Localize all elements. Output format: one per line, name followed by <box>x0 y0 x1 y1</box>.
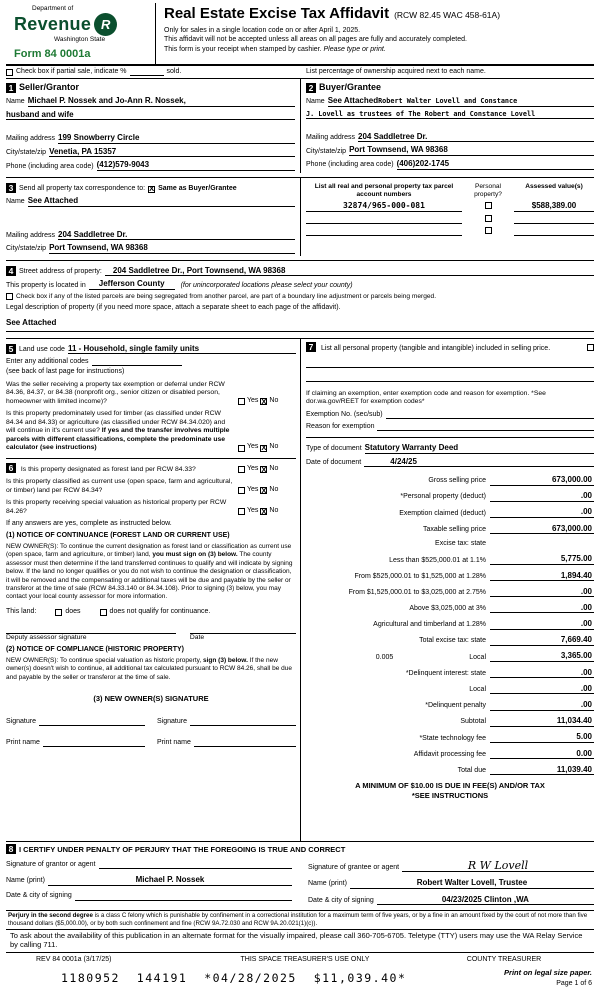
forest-no-checkbox[interactable] <box>260 466 267 473</box>
exemption-yes-checkbox[interactable] <box>238 398 245 405</box>
notice-1-title: (1) NOTICE OF CONTINUANCE (FOREST LAND OR CURRENT USE) <box>6 532 230 540</box>
delinquent-penalty-value[interactable]: .00 <box>490 700 594 711</box>
subtotal-value[interactable]: 11,034.40 <box>490 716 594 727</box>
county-select[interactable]: Jefferson County <box>89 279 175 290</box>
buyer-name-label: Name <box>306 98 325 106</box>
seller-city-label: City/state/zip <box>6 148 47 156</box>
seller-name-label: Name <box>6 98 25 106</box>
document-block <box>306 437 594 467</box>
revenue-logo-row <box>14 13 151 36</box>
partial-sale-sold-label: sold. <box>166 67 182 75</box>
notice-2-title: (2) NOTICE OF COMPLIANCE (HISTORIC PROPERTY) <box>6 646 184 654</box>
grantor-signature-label: Signature of grantor or agent <box>6 860 96 868</box>
forest-land-text: 6 Is this property designated as forest land per RCW 84.33? <box>6 463 238 474</box>
buyer-section-title <box>306 82 594 93</box>
exemption-number-label: Exemption No. (sec/sub) <box>306 410 383 418</box>
parcel-table-header <box>306 183 594 198</box>
timber-agriculture-yesno: Yes X No <box>238 443 296 452</box>
current-use-no-checkbox[interactable] <box>260 487 267 494</box>
see-instructions-note: *SEE INSTRUCTIONS <box>411 791 489 801</box>
section-3-number: 3 <box>6 183 16 193</box>
buyer-mailing-row <box>306 132 594 143</box>
buyer-city-input[interactable]: Port Townsend, WA 98368 <box>349 145 594 156</box>
header-notes <box>164 27 592 54</box>
current-use-yesno: Yes X No <box>238 486 296 495</box>
treasurer-use-only-label: THIS SPACE TREASURER'S USE ONLY <box>240 956 370 964</box>
parcel-number-input-1[interactable]: 32874/965-000-081 <box>306 201 462 212</box>
certification-columns <box>6 854 594 905</box>
perjury-notice: Perjury in the second degree is a class C felony which is punishable by confinement in a correctional institution for a maximum term of five years, or by a fine in an amount fixed by the court of not more than five thousand dollars ($5,000.00), or by both such confinement and fine (RCW 9A.72.030 and RCW 9A.20.021(1)(c)). <box>6 911 594 930</box>
seller-section-title <box>6 82 295 93</box>
page-number: Page 1 of 6 <box>556 979 592 987</box>
personal-property-checkbox-3[interactable] <box>485 227 492 234</box>
exemption-no-checkbox[interactable] <box>260 398 267 405</box>
buyer-name-row-2 <box>306 110 594 119</box>
tax-row-processing-fee: Affidavit processing fee 0.00 <box>413 748 592 758</box>
section-3 <box>6 178 594 261</box>
treasurer-receipt-stamp: 1180952 144191 *04/28/2025 $11,039.40* <box>61 970 407 985</box>
grantor-name-row <box>6 875 292 886</box>
grantee-signature-row <box>308 860 594 872</box>
personal-property-text: 7 List all personal property (tangible and intangible) included in selling price. <box>306 342 587 354</box>
type-or-print-note: Please type or print. <box>323 45 386 53</box>
document-date-input[interactable]: 4/24/25 <box>364 457 594 468</box>
county-note: (for unincorporated locations please select your county) <box>180 281 353 289</box>
exemption-note: If claiming an exemption, enter exemption code and reason for exemption. *See dor.wa.gov/REET for exemption codes* <box>306 389 546 406</box>
personal-property-checkbox-1[interactable] <box>485 202 492 209</box>
parcel-numbers-header: List all real and personal property tax parcel account numbers <box>314 182 454 198</box>
forest-land-yesno: Yes X No <box>238 465 296 474</box>
forest-land-question <box>6 463 296 474</box>
local-tax-value[interactable]: 3,365.00 <box>490 651 594 662</box>
additional-codes-label: Enter any additional codes <box>6 358 89 365</box>
partial-sale-label: Check box if partial sale, indicate % <box>16 67 127 75</box>
tax-row-taxable: Taxable selling price 673,000.00 <box>422 523 592 533</box>
current-use-yes-checkbox[interactable] <box>238 487 245 494</box>
grantee-date-row <box>308 895 594 906</box>
document-date-label: Date of document <box>306 459 362 466</box>
correspondence-mailing-label: Mailing address <box>6 231 56 239</box>
section-4-number: 4 <box>6 266 16 276</box>
codes-instructions-note: (see back of last page for instructions) <box>6 368 125 376</box>
treasurer-row <box>6 956 594 964</box>
grantee-signature-block <box>308 854 594 905</box>
right-column <box>300 339 594 841</box>
street-address-label: Street address of property: <box>19 267 102 275</box>
additional-codes-input[interactable] <box>92 357 182 366</box>
buyer-mailing-input[interactable]: 204 Saddletree Dr. <box>358 132 594 143</box>
parcel-row-1 <box>306 201 594 212</box>
section-7-number: 7 <box>306 342 316 352</box>
exemption-reason-label: Reason for exemption <box>306 422 375 430</box>
seller-mailing-input[interactable]: 199 Snowberry Circle <box>58 133 295 144</box>
section-1-number: 1 <box>6 83 16 93</box>
tax-correspondence-block <box>6 178 300 256</box>
personal-property-question <box>306 342 594 354</box>
land-use-label: Land use code <box>19 346 65 353</box>
tax-row-tech-fee: *State technology fee 5.00 <box>419 732 592 742</box>
exemption-deferral-text: Was the seller receiving a property tax exemption or deferral under RCW 84.36, 84.37, or 84.38 (nonprofit org., senior citizen or disabled person, homeowner with limited income)? <box>6 380 225 405</box>
tier-3-value[interactable]: .00 <box>490 587 594 598</box>
section-5-number: 5 <box>6 344 16 354</box>
notice-2-body: NEW OWNER(S): To continue special valuation as historic property, sign (3) below. If the new owner(s) doesn't wish to continue, all additional tax calculated pursuant to RCW 84.26, shall be due and payable by the seller or transferor at the time of sale. <box>6 656 292 681</box>
parcel-row-2 <box>306 215 594 224</box>
legal-description-row <box>6 318 594 332</box>
owner-signature-label-2: Signature <box>157 717 187 725</box>
owner-printname-label-2: Print name <box>157 738 191 746</box>
exemption-number-row <box>306 410 594 419</box>
seller-city-input[interactable]: Venetia, PA 15357 <box>49 147 295 158</box>
seller-city-row <box>6 147 295 158</box>
deputy-signature-label: Deputy assessor signature <box>6 634 87 642</box>
dor-logo-icon <box>94 13 117 36</box>
correspondence-city-label: City/state/zip <box>6 245 47 253</box>
tax-row-personal-deduct: *Personal property (deduct) .00 <box>400 491 592 501</box>
exemption-number-input[interactable] <box>386 410 594 419</box>
this-land-label: This land: <box>6 607 37 615</box>
correspondence-label: Send all property tax correspondence to: <box>19 184 146 192</box>
historic-yes-checkbox[interactable] <box>238 508 245 515</box>
buyer-name-typed-1[interactable]: Robert Walter Lovell and Constance <box>378 97 594 106</box>
personal-property-deduct-value[interactable]: .00 <box>490 491 594 502</box>
seller-phone-row <box>6 160 295 171</box>
section-4 <box>6 261 594 339</box>
grantor-name-label: Name (print) <box>6 877 45 885</box>
new-owner-printname-row <box>6 738 296 747</box>
grantee-name-input[interactable]: Robert Walter Lovell, Trustee <box>350 878 594 889</box>
grantor-signature-block <box>6 854 292 905</box>
exemption-reason-row <box>306 422 594 431</box>
gross-selling-price-value[interactable]: 673,000.00 <box>490 475 594 486</box>
department-of-text: Department of <box>32 5 74 12</box>
bottom-row <box>6 968 594 988</box>
tax-row-tier-1: Less than $525,000.01 at 1.1% 5,775.00 <box>389 554 592 564</box>
land-qualify-row <box>6 608 296 616</box>
tax-row-exemption-deduct: Exemption claimed (deduct) .00 <box>399 507 592 517</box>
personal-property-included-checkbox[interactable] <box>587 344 594 351</box>
tax-row-tier-4: Above $3,025,000 at 3% .00 <box>409 602 592 613</box>
buyer-title: Buyer/Grantee <box>319 82 382 93</box>
state-technology-fee-value[interactable]: 5.00 <box>490 732 594 743</box>
street-address-row <box>6 266 594 277</box>
exemption-deferral-question <box>6 381 296 406</box>
grantee-date-label: Date & city of signing <box>308 896 374 904</box>
correspondence-mailing-input[interactable]: 204 Saddletree Dr. <box>58 230 295 241</box>
does-label: does <box>65 607 81 615</box>
total-excise-state-value[interactable]: 7,669.40 <box>490 635 594 646</box>
legal-description-input[interactable]: See Attached <box>6 318 594 332</box>
does-not-label: does not qualify for continuance. <box>109 607 211 615</box>
land-does-checkbox[interactable] <box>55 609 62 616</box>
affidavit-processing-fee-value[interactable]: 0.00 <box>490 749 594 760</box>
owner-printname-input-2[interactable] <box>194 738 296 747</box>
timber-yes-checkbox[interactable] <box>238 445 245 452</box>
timber-agriculture-question <box>6 410 296 452</box>
grantor-date-label: Date & city of signing <box>6 892 72 900</box>
parcel-number-input-3[interactable] <box>306 227 462 236</box>
assessed-value-input-2[interactable] <box>514 215 594 224</box>
historic-text: Is this property receiving special valuation as historical property per RCW 84.26? <box>6 499 227 515</box>
county-treasurer-label: COUNTY TREASURER <box>466 956 542 964</box>
new-owner-signature-row <box>6 717 296 726</box>
seller-name-input[interactable]: Michael P. Nossek and Jo-Ann R. Nossek, <box>28 96 295 107</box>
header-note-3: This form is your receipt when stamped by cashier. Please type or print. <box>164 45 386 53</box>
seller-mailing-label: Mailing address <box>6 135 56 143</box>
page-title: Real Estate Excise Tax Affidavit <box>164 5 390 22</box>
header-note-1: Only for sales in a single location code on or after April 1, 2025. <box>164 27 361 34</box>
section-2-number: 2 <box>306 83 316 93</box>
bottom-right-notes <box>454 968 594 988</box>
historic-yesno: Yes X No <box>238 507 296 516</box>
correspondence-mailing-row <box>6 230 295 241</box>
segregated-row <box>6 293 594 301</box>
rcw-reference: (RCW 82.45 WAC 458-61A) <box>394 10 501 20</box>
exemption-claimed-value[interactable]: .00 <box>490 507 594 518</box>
grantee-signature-label: Signature of grantee or agent <box>308 863 400 871</box>
total-due-value[interactable]: 11,039.40 <box>490 765 594 776</box>
located-in-label: This property is located in <box>6 281 86 289</box>
section-8 <box>6 841 594 911</box>
buyer-phone-label: Phone (including area code) <box>306 161 394 169</box>
document-date-row <box>306 457 594 468</box>
personal-property-line-1[interactable] <box>306 354 594 368</box>
exemption-reason-input[interactable] <box>377 422 594 431</box>
tax-row-tier-2: From $525,000.01 to $1,525,000 at 1.28% 1,894.40 <box>354 570 592 580</box>
certify-statement: I CERTIFY UNDER PENALTY OF PERJURY THAT THE FOREGOING IS TRUE AND CORRECT <box>19 844 346 854</box>
correspondence-city-input[interactable]: Port Townsend, WA 98368 <box>49 243 295 254</box>
buyer-phone-input[interactable]: (406)202-1745 <box>397 159 594 170</box>
correspondence-name-label: Name <box>6 198 25 206</box>
seller-name-row <box>6 96 295 107</box>
parcel-row-3 <box>306 227 594 236</box>
tax-row-agricultural: Agricultural and timberland at 1.28% .00 <box>373 619 592 629</box>
correspondence-row <box>6 183 295 193</box>
delinquent-interest-local-value[interactable]: .00 <box>490 684 594 695</box>
assessed-value-header: Assessed value(s) <box>525 182 583 190</box>
tax-row-tier-3: From $1,525,000.01 to $3,025,000 at 2.75% .00 <box>348 586 592 596</box>
document-type-row <box>306 443 594 454</box>
buyer-phone-row <box>306 159 594 170</box>
deputy-date-label: Date <box>189 634 205 642</box>
correspondence-name-row <box>6 196 295 207</box>
legal-paper-note: Print on legal size paper. <box>504 967 592 977</box>
land-use-input[interactable]: 11 - Household, single family units <box>68 344 296 355</box>
tax-row-delinquent-penalty: *Delinquent penalty .00 <box>425 700 592 710</box>
tax-row-subtotal: Subtotal 11,034.40 <box>460 716 592 726</box>
seller-name-row-2 <box>6 110 295 121</box>
personal-property-line-2[interactable] <box>306 368 594 382</box>
tier-1-value[interactable]: 5,775.00 <box>490 554 594 565</box>
owner-signature-input-2[interactable] <box>190 717 296 726</box>
taxable-selling-price-value[interactable]: 673,000.00 <box>490 524 594 535</box>
county-row <box>6 279 594 290</box>
personal-property-header: Personal property? <box>474 182 502 198</box>
buyer-city-label: City/state/zip <box>306 147 347 155</box>
correspondence-city-row <box>6 243 295 254</box>
ownership-percent-note: List percentage of ownership acquired next to each name. <box>306 67 486 75</box>
buyer-name-typed-2[interactable]: J. Lovell as trustees of The Robert and Constance Lovell <box>306 110 594 119</box>
section-1-seller <box>6 79 300 173</box>
tax-row-total-due: Total due 11,039.40 <box>457 764 592 774</box>
same-as-buyer-label: Same as Buyer/Grantee <box>158 184 237 192</box>
buyer-city-row <box>306 145 594 156</box>
tax-computation-table <box>306 469 594 775</box>
deputy-date-input[interactable] <box>190 626 296 634</box>
tax-row-delinquent-interest-local: Local .00 <box>469 683 592 694</box>
local-rate: 0.005 <box>375 653 394 661</box>
parcel-table <box>300 178 594 256</box>
tax-row-delinquent-interest-state: *Delinquent interest: state .00 <box>405 667 592 677</box>
header-note-2: This affidavit will not be accepted unless all areas on all pages are fully and accurately completed. <box>164 36 467 44</box>
partial-sale-row <box>6 66 594 79</box>
partial-sale-checkbox[interactable] <box>6 69 13 76</box>
section-5 <box>6 341 296 453</box>
buyer-name-input[interactable]: See Attached <box>327 95 379 105</box>
forest-yes-checkbox[interactable] <box>238 466 245 473</box>
grantor-signature-row <box>6 860 292 869</box>
grantee-signature-input[interactable]: R W Lovell <box>402 860 594 872</box>
section-6 <box>6 458 296 748</box>
assessed-value-input-3[interactable] <box>514 227 594 236</box>
land-does-not-checkbox[interactable] <box>100 609 107 616</box>
tax-row-gross: Gross selling price 673,000.00 <box>428 474 592 485</box>
historic-question <box>6 499 296 516</box>
main-columns <box>6 339 594 841</box>
seller-name-input-2[interactable]: husband and wife <box>6 110 295 121</box>
seller-phone-input[interactable]: (412)579-9043 <box>97 160 295 171</box>
form-number: Form 84 0001a <box>14 47 91 60</box>
tax-row-total-state: Total excise tax: state 7,669.40 <box>419 635 592 645</box>
tier-2-value[interactable]: 1,894.40 <box>490 571 594 582</box>
partial-sale-percent-input[interactable] <box>130 68 164 76</box>
delinquent-interest-state-value[interactable]: .00 <box>490 668 594 679</box>
deputy-signature-lines <box>6 626 296 634</box>
title-row <box>164 5 592 23</box>
grantee-name-row <box>308 878 594 889</box>
seller-buyer-sections <box>6 79 594 178</box>
seller-title: Seller/Grantor <box>19 82 80 93</box>
grantee-name-label: Name (print) <box>308 880 347 888</box>
legal-description-label: Legal description of property (if you need more space, attach a separate sheet to each page of the affidavit). <box>6 303 341 311</box>
additional-codes-row <box>6 357 296 366</box>
historic-no-checkbox[interactable] <box>260 508 267 515</box>
grantee-date-input[interactable]: 04/23/2025 Clinton ,WA <box>377 895 594 906</box>
dor-logo-letter: R <box>100 16 111 32</box>
street-address-input[interactable]: 204 Saddletree Dr., Port Townsend, WA 98368 <box>105 266 294 277</box>
grantor-name-input[interactable]: Michael P. Nossek <box>48 875 292 886</box>
exemption-deferral-yesno: Yes X No <box>238 397 296 406</box>
current-use-question <box>6 478 296 495</box>
grantor-signature-input[interactable] <box>99 860 292 869</box>
title-block <box>156 3 594 64</box>
correspondence-name-input[interactable]: See Attached <box>28 196 295 207</box>
notice-3-title: (3) NEW OWNER(S) SIGNATURE <box>93 694 209 704</box>
if-yes-note: If any answers are yes, complete as instructed below. <box>6 520 172 528</box>
segregated-checkbox[interactable] <box>6 293 13 300</box>
deputy-signature-labels <box>6 634 296 642</box>
timber-no-checkbox[interactable] <box>260 445 267 452</box>
tier-4-value[interactable]: .00 <box>490 603 594 614</box>
owner-printname-input-1[interactable] <box>43 738 145 747</box>
section-2-buyer <box>300 79 594 173</box>
buyer-mailing-label: Mailing address <box>306 133 356 141</box>
buyer-name-row <box>306 96 594 107</box>
certification-title <box>6 844 594 854</box>
parcel-number-input-2[interactable] <box>306 215 462 224</box>
tax-row-local: 0.005 Local 3,365.00 <box>375 651 592 661</box>
seller-mailing-row <box>6 133 295 144</box>
seller-phone-label: Phone (including area code) <box>6 162 94 170</box>
grantor-date-input[interactable] <box>75 892 292 901</box>
minimum-due-note: A MINIMUM OF $10.00 IS DUE IN FEE(S) AND/OR TAX <box>355 781 545 791</box>
alternate-format-notice: To ask about the availability of this publication in an alternate format for the visually impaired, please call 360-705-6705. Teletype (TTY) users may use the WA Relay Service by calling 711. <box>6 930 594 954</box>
current-use-text: Is this property classified as current use (open space, farm and agricultural, or timber) land per RCW 84.34? <box>6 478 233 494</box>
timber-agriculture-text: Is this property predominately used for timber (as classified under RCW 84.34 and 84.33) or agriculture (as classified under RCW 84.34.020) and will continue in it's current use? If yes and the transfer involves multiple parcels with different classifications, complete the predominate use calculator (see instructions) <box>6 410 230 452</box>
owner-signature-label-1: Signature <box>6 717 36 725</box>
owner-printname-label-1: Print name <box>6 738 40 746</box>
assessed-value-input-1[interactable]: $588,389.00 <box>514 201 594 212</box>
owner-signature-input-1[interactable] <box>39 717 145 726</box>
document-type-input[interactable]: Statutory Warranty Deed <box>365 443 594 454</box>
agency-block <box>6 3 156 64</box>
revenue-wordmark: Revenue <box>14 13 92 34</box>
washington-state-text: Washington State <box>54 35 106 43</box>
section-8-number: 8 <box>6 844 16 854</box>
agricultural-value[interactable]: .00 <box>490 619 594 630</box>
rev-form-number: REV 84 0001a (3/17/25) <box>36 956 112 964</box>
same-as-buyer-checkbox[interactable] <box>148 186 155 193</box>
personal-property-checkbox-2[interactable] <box>485 215 492 222</box>
segregated-label: Check box if any of the listed parcels are being segregated from another parcel, are part of a boundary line adjustment or parcels being merged. <box>16 292 437 300</box>
grantor-date-row <box>6 892 292 901</box>
left-column <box>6 339 300 841</box>
land-use-row <box>6 344 296 355</box>
form-header <box>6 3 594 66</box>
section-6-number: 6 <box>6 463 16 473</box>
partial-sale-left <box>6 68 300 76</box>
document-type-label: Type of document <box>306 445 362 453</box>
notice-1-body: NEW OWNER(S): To continue the current designation as forest land or classification as current use (open space, farm and agriculture, or timber) land, you must sign on (3) below. The county assessor must then determine if the land transferred continues to qualify and will indicate by signing below. If the land no longer qualifies or you do not wish to continue the designation or classification, it will be removed and the compensating or additional taxes will be due and payable by the seller or transferor at the time of sale (RCW 84.33.140 or 84.34.108). Prior to signing (3) below, you may contact your local county assessor for more information. <box>6 542 293 601</box>
tax-row-excise-header: Excise tax: state <box>435 540 486 548</box>
deputy-signature-input[interactable] <box>6 626 176 634</box>
